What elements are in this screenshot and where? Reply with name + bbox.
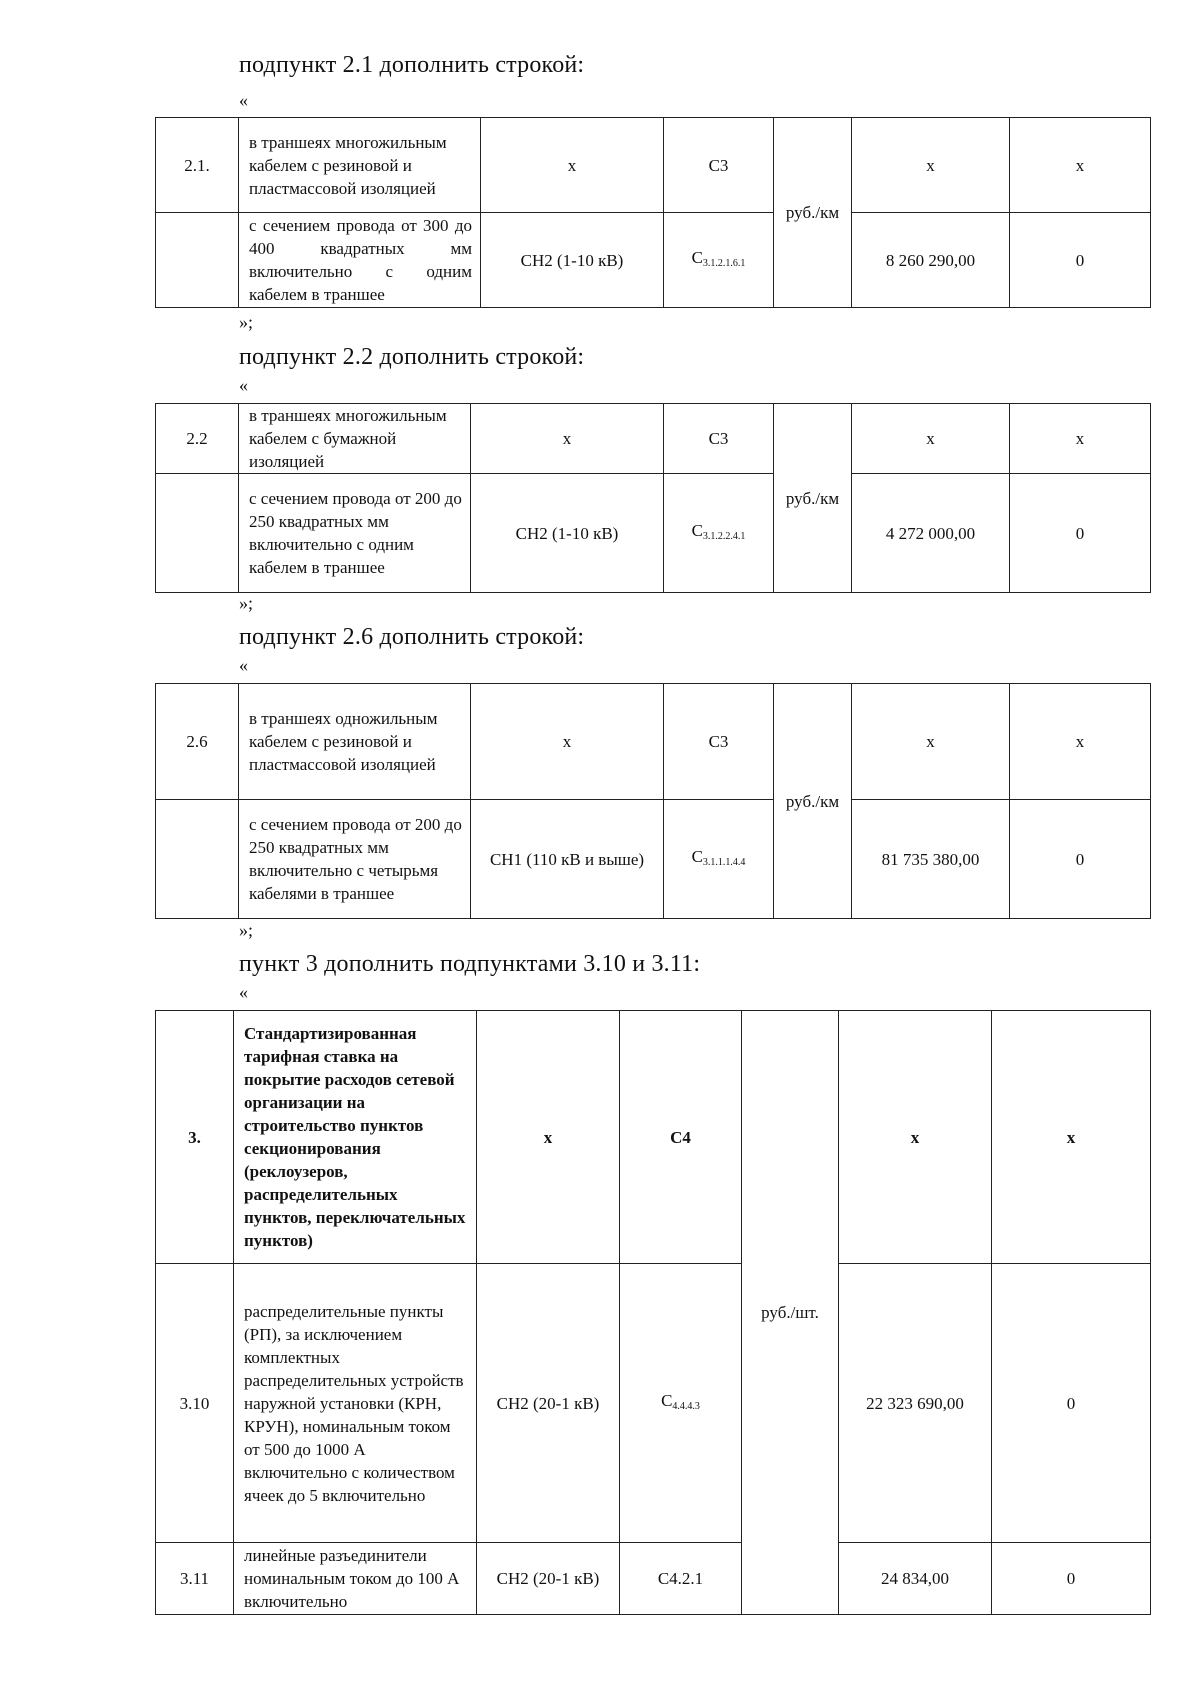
unit-cell: руб./км bbox=[774, 684, 852, 919]
unit-cell: руб./км bbox=[774, 404, 852, 593]
row-number bbox=[156, 474, 239, 593]
code-cell: $С_{3.1.1.1.4.4}$ bbox=[664, 800, 774, 919]
tariff-table-3 bbox=[155, 1010, 1151, 1615]
value2-cell: 0 bbox=[1010, 800, 1151, 919]
code-cell: $С_{4.4.4.3}$ bbox=[620, 1264, 742, 1543]
row-description: с сечением провода от 300 до 400 квадратных мм включительно с одним кабелем в траншее bbox=[239, 213, 481, 308]
value2-cell: х bbox=[992, 1011, 1151, 1264]
open-quote: « bbox=[239, 655, 248, 675]
row-description: линейные разъединители номинальным током до 100 А включительно bbox=[234, 1543, 477, 1615]
value2-cell: 0 bbox=[1010, 213, 1151, 308]
row-description: с сечением провода от 200 до 250 квадратных мм включительно с четырьмя кабелями в траншее bbox=[239, 800, 471, 919]
value2-cell: х bbox=[1010, 118, 1151, 213]
section-heading-2-2: подпункт 2.2 дополнить строкой: bbox=[239, 344, 585, 370]
voltage-cell: СН2 (1-10 кВ) bbox=[481, 213, 664, 308]
voltage-cell: х bbox=[471, 684, 664, 800]
voltage-cell: СН2 (1-10 кВ) bbox=[471, 474, 664, 593]
row-description: в траншеях одножильным кабелем с резиновой и пластмассовой изоляцией bbox=[239, 684, 471, 800]
value-cell: х bbox=[852, 404, 1010, 474]
table-row bbox=[156, 474, 1151, 593]
section-heading-3: пункт 3 дополнить подпунктами 3.10 и 3.11: bbox=[239, 951, 701, 977]
unit-cell: руб./км bbox=[774, 118, 852, 308]
value2-cell: х bbox=[1010, 404, 1151, 474]
value-cell: 24 834,00 bbox=[839, 1543, 992, 1615]
voltage-cell: СН2 (20-1 кВ) bbox=[477, 1543, 620, 1615]
code-cell: С3 bbox=[664, 118, 774, 213]
row-number bbox=[156, 800, 239, 919]
value-cell: х bbox=[839, 1011, 992, 1264]
row-description: в траншеях многожильным кабелем с бумажной изоляцией bbox=[239, 404, 471, 474]
table-row bbox=[156, 404, 1151, 474]
section-heading-2-6: подпункт 2.6 дополнить строкой: bbox=[239, 624, 585, 650]
value-cell: 8 260 290,00 bbox=[852, 213, 1010, 308]
value-cell: 4 272 000,00 bbox=[852, 474, 1010, 593]
code-cell: $С_{3.1.2.2.4.1}$ bbox=[664, 474, 774, 593]
code-cell: С3 bbox=[664, 684, 774, 800]
close-quote: »; bbox=[239, 312, 254, 332]
value2-cell: 0 bbox=[992, 1543, 1151, 1615]
table-row bbox=[156, 213, 1151, 308]
open-quote: « bbox=[239, 90, 248, 110]
close-quote: »; bbox=[239, 920, 254, 940]
open-quote: « bbox=[239, 982, 248, 1002]
table-row bbox=[156, 1011, 1151, 1264]
row-number: 3.11 bbox=[156, 1543, 234, 1615]
table-row bbox=[156, 118, 1151, 213]
table-row bbox=[156, 800, 1151, 919]
row-description: распределительные пункты (РП), за исключением комплектных распределительных устройств наружной установки (КРН, КРУН), номинальным током от 500 до 1000 А включительно с количеством ячеек до 5 включительно bbox=[234, 1264, 477, 1543]
row-description: Стандартизированная тарифная ставка на покрытие расходов сетевой организации на строительство пунктов секционирования (реклоузеров, распределительных пунктов, переключательных пунктов) bbox=[234, 1011, 477, 1264]
value2-cell: х bbox=[1010, 684, 1151, 800]
section-heading-2-1: подпункт 2.1 дополнить строкой: bbox=[239, 52, 585, 78]
value-cell: х bbox=[852, 684, 1010, 800]
close-quote: »; bbox=[239, 593, 254, 613]
code-cell: С4.2.1 bbox=[620, 1543, 742, 1615]
voltage-cell: х bbox=[477, 1011, 620, 1264]
open-quote: « bbox=[239, 375, 248, 395]
tariff-table-2-1 bbox=[155, 117, 1151, 308]
row-description: с сечением провода от 200 до 250 квадратных мм включительно с одним кабелем в траншее bbox=[239, 474, 471, 593]
table-row bbox=[156, 684, 1151, 800]
value-cell: 81 735 380,00 bbox=[852, 800, 1010, 919]
table-row bbox=[156, 1543, 1151, 1615]
value-cell: х bbox=[852, 118, 1010, 213]
row-number: 3. bbox=[156, 1011, 234, 1264]
row-description: в траншеях многожильным кабелем с резиновой и пластмассовой изоляцией bbox=[239, 118, 481, 213]
value2-cell: 0 bbox=[1010, 474, 1151, 593]
value2-cell: 0 bbox=[992, 1264, 1151, 1543]
value-cell: 22 323 690,00 bbox=[839, 1264, 992, 1543]
code-cell: С4 bbox=[620, 1011, 742, 1264]
unit-cell: руб./шт. bbox=[742, 1011, 839, 1615]
voltage-cell: х bbox=[481, 118, 664, 213]
row-number bbox=[156, 213, 239, 308]
code-cell: С3 bbox=[664, 404, 774, 474]
tariff-table-2-6 bbox=[155, 683, 1151, 919]
tariff-table-2-2 bbox=[155, 403, 1151, 593]
voltage-cell: СН2 (20-1 кВ) bbox=[477, 1264, 620, 1543]
row-number: 2.2 bbox=[156, 404, 239, 474]
row-number: 2.1. bbox=[156, 118, 239, 213]
voltage-cell: х bbox=[471, 404, 664, 474]
row-number: 3.10 bbox=[156, 1264, 234, 1543]
row-number: 2.6 bbox=[156, 684, 239, 800]
voltage-cell: СН1 (110 кВ и выше) bbox=[471, 800, 664, 919]
code-cell: $С_{3.1.2.1.6.1}$ bbox=[664, 213, 774, 308]
table-row bbox=[156, 1264, 1151, 1543]
